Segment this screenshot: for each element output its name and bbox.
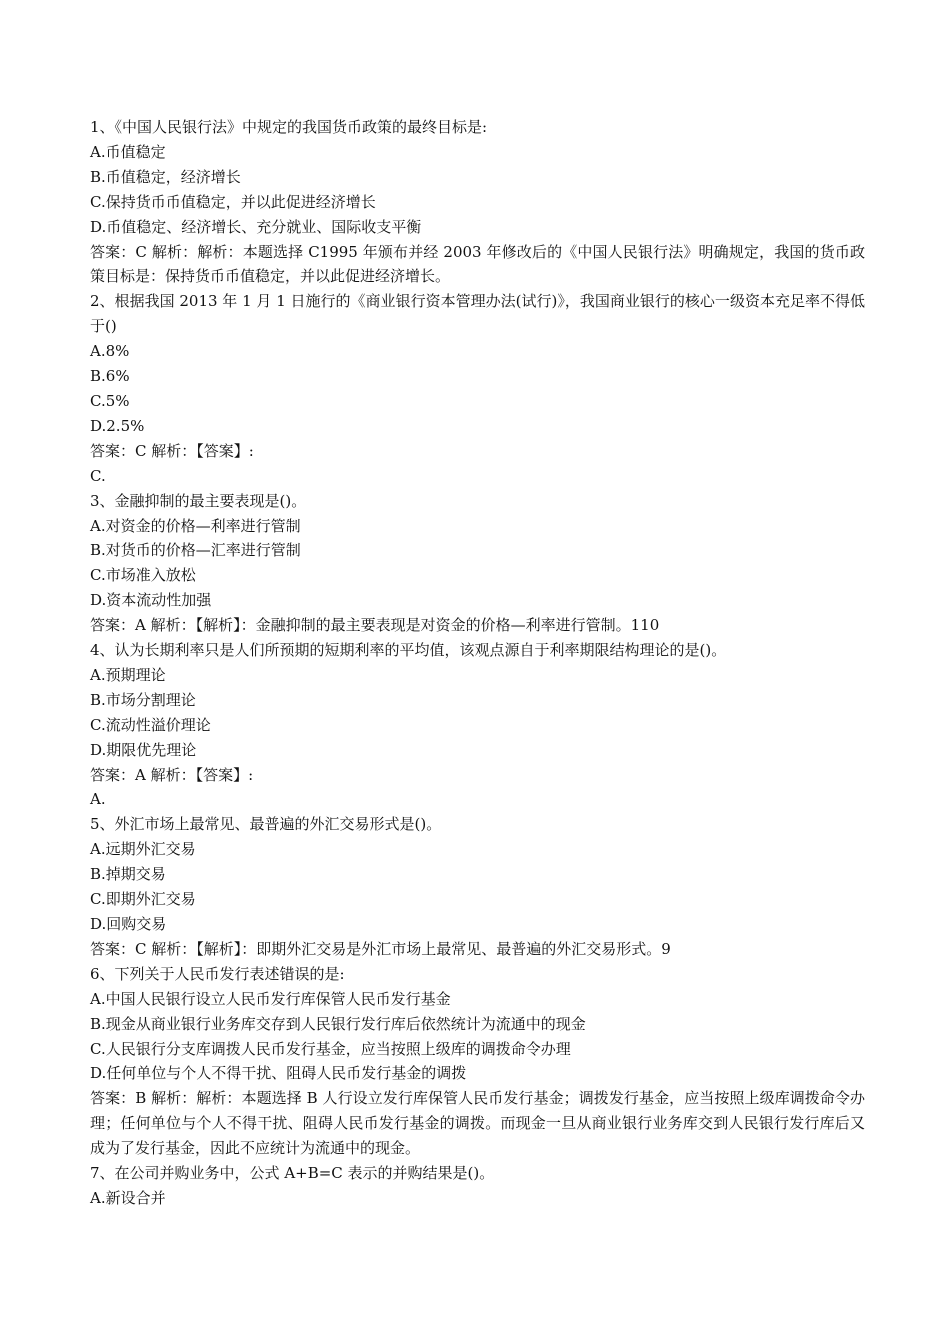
option-a: A.远期外汇交易 (90, 840, 196, 859)
option-a: A.对资金的价格—利率进行管制 (90, 516, 301, 535)
document-body (90, 115, 865, 1211)
option-d: D.2.5% (90, 416, 145, 435)
option-c: C.5% (90, 391, 130, 410)
answer-explanation: 答案：A 解析：【解析】：金融抑制的最主要表现是对资金的价格—利率进行管制。110 (90, 616, 660, 635)
question-block (90, 812, 865, 961)
option-b: B.现金从商业银行业务库交存到人民银行发行库后依然统计为流通中的现金 (90, 1014, 586, 1033)
option-c: C.市场准入放松 (90, 566, 196, 585)
answer-explanation: 答案：C 解析：解析：本题选择 C1995 年颁布并经 2003 年修改后的《中国人民银行法》明确规定，我国的货币政策目标是：保持货币币值稳定，并以此促进经济增长。 (90, 242, 865, 286)
option-c: C.人民银行分支库调拨人民币发行基金，应当按照上级库的调拨命令办理 (90, 1039, 571, 1058)
question-block (90, 638, 865, 812)
option-b: B.市场分割理论 (90, 690, 196, 709)
option-d: D.期限优先理论 (90, 740, 197, 759)
question-stem: 2、根据我国 2013 年 1 月 1 日施行的《商业银行资本管理办法(试行)》，我国商业银行的核心一级资本充足率不得低于() (90, 292, 865, 336)
question-stem: 3、金融抑制的最主要表现是()。 (90, 491, 307, 510)
option-b: B.对货币的价格—汇率进行管制 (90, 541, 301, 560)
option-d: D.币值稳定、经济增长、充分就业、国际收支平衡 (90, 217, 422, 236)
question-block (90, 289, 865, 488)
option-a: A.中国人民银行设立人民币发行库保管人民币发行基金 (90, 989, 451, 1008)
option-d: D.资本流动性加强 (90, 591, 212, 610)
option-b: B.6% (90, 367, 130, 386)
question-block (90, 1161, 865, 1211)
question-stem: 7、在公司并购业务中，公式 A+B=C 表示的并购结果是()。 (90, 1164, 495, 1183)
answer-explanation: 答案：C 解析：【解析】：即期外汇交易是外汇市场上最常见、最普遍的外汇交易形式。9 (90, 939, 671, 958)
question-block (90, 115, 865, 289)
option-d: D.任何单位与个人不得干扰、阻碍人民币发行基金的调拨 (90, 1064, 467, 1083)
question-block (90, 489, 865, 638)
option-b: B.币值稳定，经济增长 (90, 167, 241, 186)
option-c: C.流动性溢价理论 (90, 715, 211, 734)
question-stem: 6、下列关于人民币发行表述错误的是: (90, 964, 345, 983)
question-stem: 1、《中国人民银行法》中规定的我国货币政策的最终目标是: (90, 118, 488, 136)
option-b: B.掉期交易 (90, 865, 166, 884)
option-a: A.预期理论 (90, 665, 166, 684)
answer-explanation: 答案：B 解析：解析：本题选择 B 人行设立发行库保管人民币发行基金；调拨发行基金，应当按照上级库调拨命令办理；任何单位与个人不得干扰、阻碍人民币发行基金的调拨。而现金一旦从商业银行业务库交到人民银行发行库后又成为了发行基金，因此不应统计为流通中的现金。 (90, 1089, 865, 1158)
answer-value: C. (90, 466, 106, 485)
answer-explanation: 答案：A 解析：【答案】: (90, 765, 254, 784)
option-a: A.币值稳定 (90, 142, 166, 161)
question-stem: 5、外汇市场上最常见、最普遍的外汇交易形式是()。 (90, 815, 442, 834)
question-block (90, 962, 865, 1161)
option-d: D.回购交易 (90, 915, 167, 933)
option-c: C.即期外汇交易 (90, 890, 196, 909)
option-c: C.保持货币币值稳定，并以此促进经济增长 (90, 192, 376, 211)
answer-explanation: 答案：C 解析：【答案】: (90, 441, 254, 460)
question-stem: 4、认为长期利率只是人们所预期的短期利率的平均值，该观点源自于利率期限结构理论的是()。 (90, 641, 727, 660)
option-a: A.8% (90, 342, 130, 361)
answer-value: A. (90, 790, 106, 809)
option-a: A.新设合并 (90, 1188, 166, 1207)
